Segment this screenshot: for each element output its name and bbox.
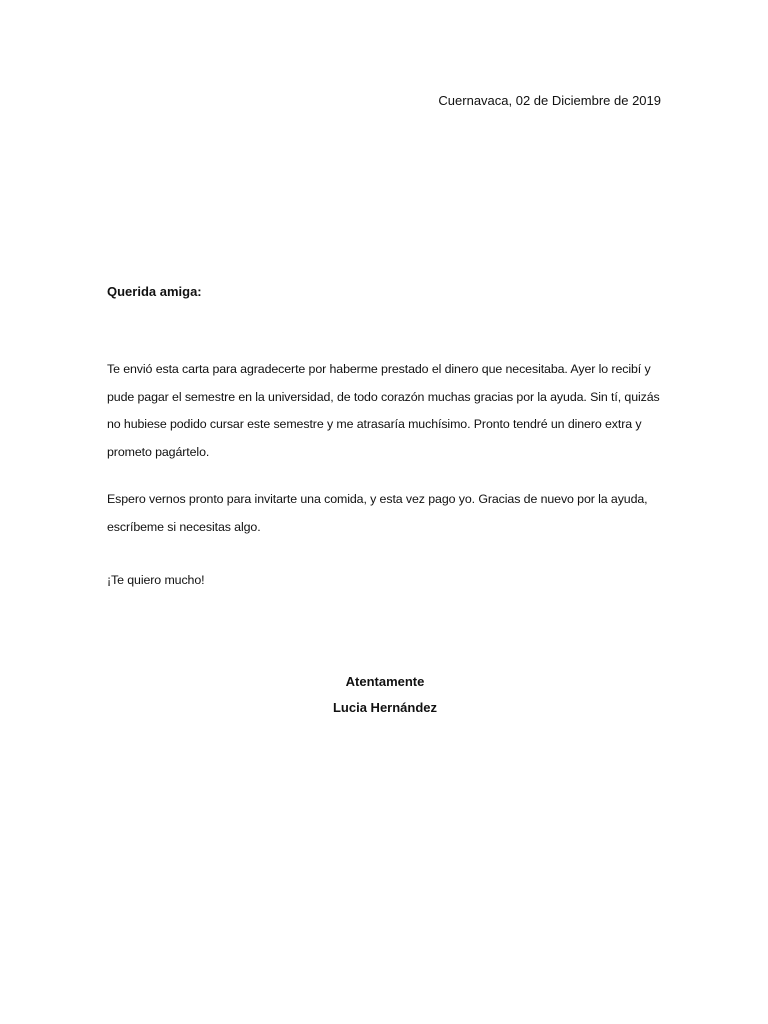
paragraph-thanks: Te envió esta carta para agradecerte por haberme prestado el dinero que necesitaba. Ayer lo recibí y pude pagar el semestre en la universidad, de todo corazón muchas gracias por la ayuda. Sin tí, quizás no hubiese podido cursar este semestre y me atrasaría muchísimo. Pronto tendré un dinero extra y prometo pagártelo. [107,362,660,459]
date-line: Cuernavaca, 02 de Diciembre de 2019 [438,93,661,108]
paragraph-invitation: Espero vernos pronto para invitarte una comida, y esta vez pago yo. Gracias de nuevo por la ayuda, escríbeme si necesitas algo. [107,492,648,534]
paragraph-affection: ¡Te quiero mucho! [107,573,205,587]
greeting: Querida amiga: [107,284,202,299]
closing-phrase: Atentamente [345,674,425,689]
signature-name: Lucia Hernández [332,700,438,715]
